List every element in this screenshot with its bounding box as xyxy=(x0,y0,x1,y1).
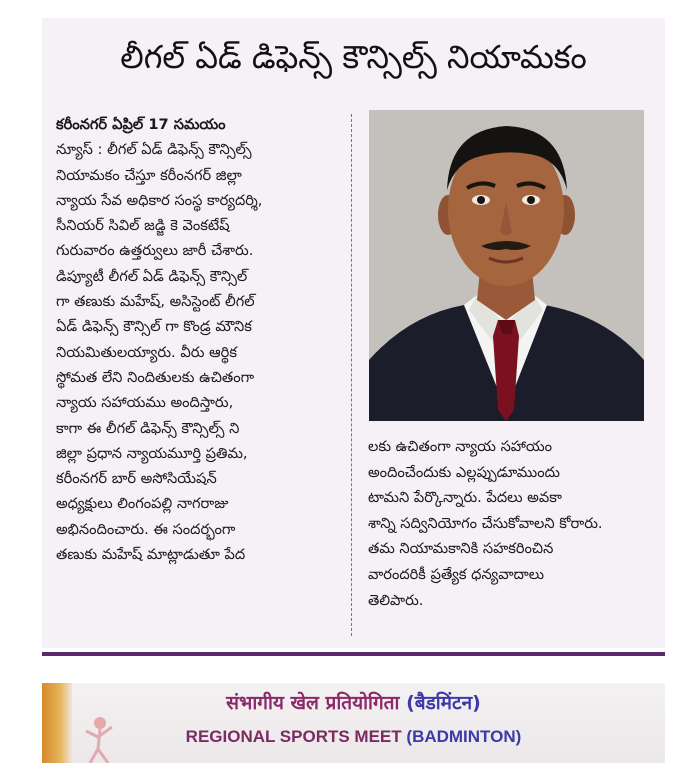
article-headline: లీగల్ ఏడ్ డిఫెన్స్ కౌన్సిల్స్ నియామకం xyxy=(120,38,587,76)
article-left-column xyxy=(56,112,352,642)
article-line: కాగా ఈ లీగల్ డిఫెన్స్ కౌన్సిల్స్ ని xyxy=(56,419,240,437)
article-line: గా తణుకు మహేష్, అసిస్టెంట్ లీగల్ xyxy=(56,293,255,311)
article-dateline: కరీంనగర్ ఏప్రిల్ 17 సమయం xyxy=(56,116,226,133)
article-line: తణుకు మహేష్ మాట్లాడుతూ పేద xyxy=(56,546,246,564)
article-line: తమ నియామకానికి సహకరించిన xyxy=(368,540,554,558)
section-rule xyxy=(42,652,665,656)
article-right-column xyxy=(368,434,650,613)
banner-english-title xyxy=(42,727,665,747)
column-divider xyxy=(351,114,352,636)
article-line: లకు ఉచితంగా న్యాయ సహాయం xyxy=(368,438,553,455)
banner-english-paren: (BADMINTON) xyxy=(406,727,522,746)
article-line: జిల్లా ప్రధాన న్యాయమూర్తి ప్రతిమ, xyxy=(56,444,248,462)
article-line: డిప్యూటీ లీగల్ ఏడ్ డిఫెన్స్ కౌన్సిల్ xyxy=(56,267,248,285)
banner-hindi-title xyxy=(42,689,665,715)
article-line: అధ్యక్షులు లింగంపల్లి నాగరాజు xyxy=(56,495,229,513)
article-line: కరీంనగర్ బార్ అసోసియేషన్ xyxy=(56,470,217,488)
portrait-illustration xyxy=(369,110,644,421)
article-line: ఏడ్ డిఫెన్స్ కౌన్సిల్ గా కొండ్ర మౌనిక xyxy=(56,318,252,336)
article-line: అందించేందుకు ఎల్లప్పుడూముందు xyxy=(368,463,560,481)
banner-hindi-paren: (बैडमिंटन) xyxy=(406,692,481,714)
article-line: వారందరికీ ప్రత్యేక ధన్యవాదాలు xyxy=(368,565,545,583)
article-line: తెలిపారు. xyxy=(368,591,424,609)
article-line: టామని పేర్కొన్నారు. పేదలు అవకా xyxy=(368,489,562,507)
article-line: గురువారం ఉత్తర్వులు జారీ చేశారు. xyxy=(56,242,254,260)
article-line: న్యాయ సహాయము అందిస్తారు, xyxy=(56,394,234,412)
article-line: న్యూస్ : లీగల్ ఏడ్ డిఫెన్స్ కౌన్సిల్స్ xyxy=(56,141,252,159)
portrait-photo xyxy=(369,110,644,421)
article-line: సీనియర్ సివిల్ జడ్జి కె వెంకటేష్ xyxy=(56,217,230,235)
article-line: నియామకం చేస్తూ కరీంనగర్ జిల్లా xyxy=(56,166,242,184)
sports-banner xyxy=(42,683,665,763)
banner-english-text: REGIONAL SPORTS MEET xyxy=(185,727,402,746)
article-line: స్థోమత లేని నిందితులకు ఉచితంగా xyxy=(56,368,255,386)
banner-hindi-text: संभागीय खेल प्रतियोगिता xyxy=(226,692,400,714)
article-line: నియమితులయ్యారు. వీరు ఆర్థిక xyxy=(56,343,237,361)
article-line: అభినందించారు. ఈ సందర్భంగా xyxy=(56,520,236,538)
article-line: శాన్ని సద్వినియోగం చేసుకోవాలని కోరారు. xyxy=(368,514,603,532)
news-clipping xyxy=(42,18,665,648)
article-line: న్యాయ సేవ అధికార సంస్థ కార్యదర్శి, xyxy=(56,191,263,209)
